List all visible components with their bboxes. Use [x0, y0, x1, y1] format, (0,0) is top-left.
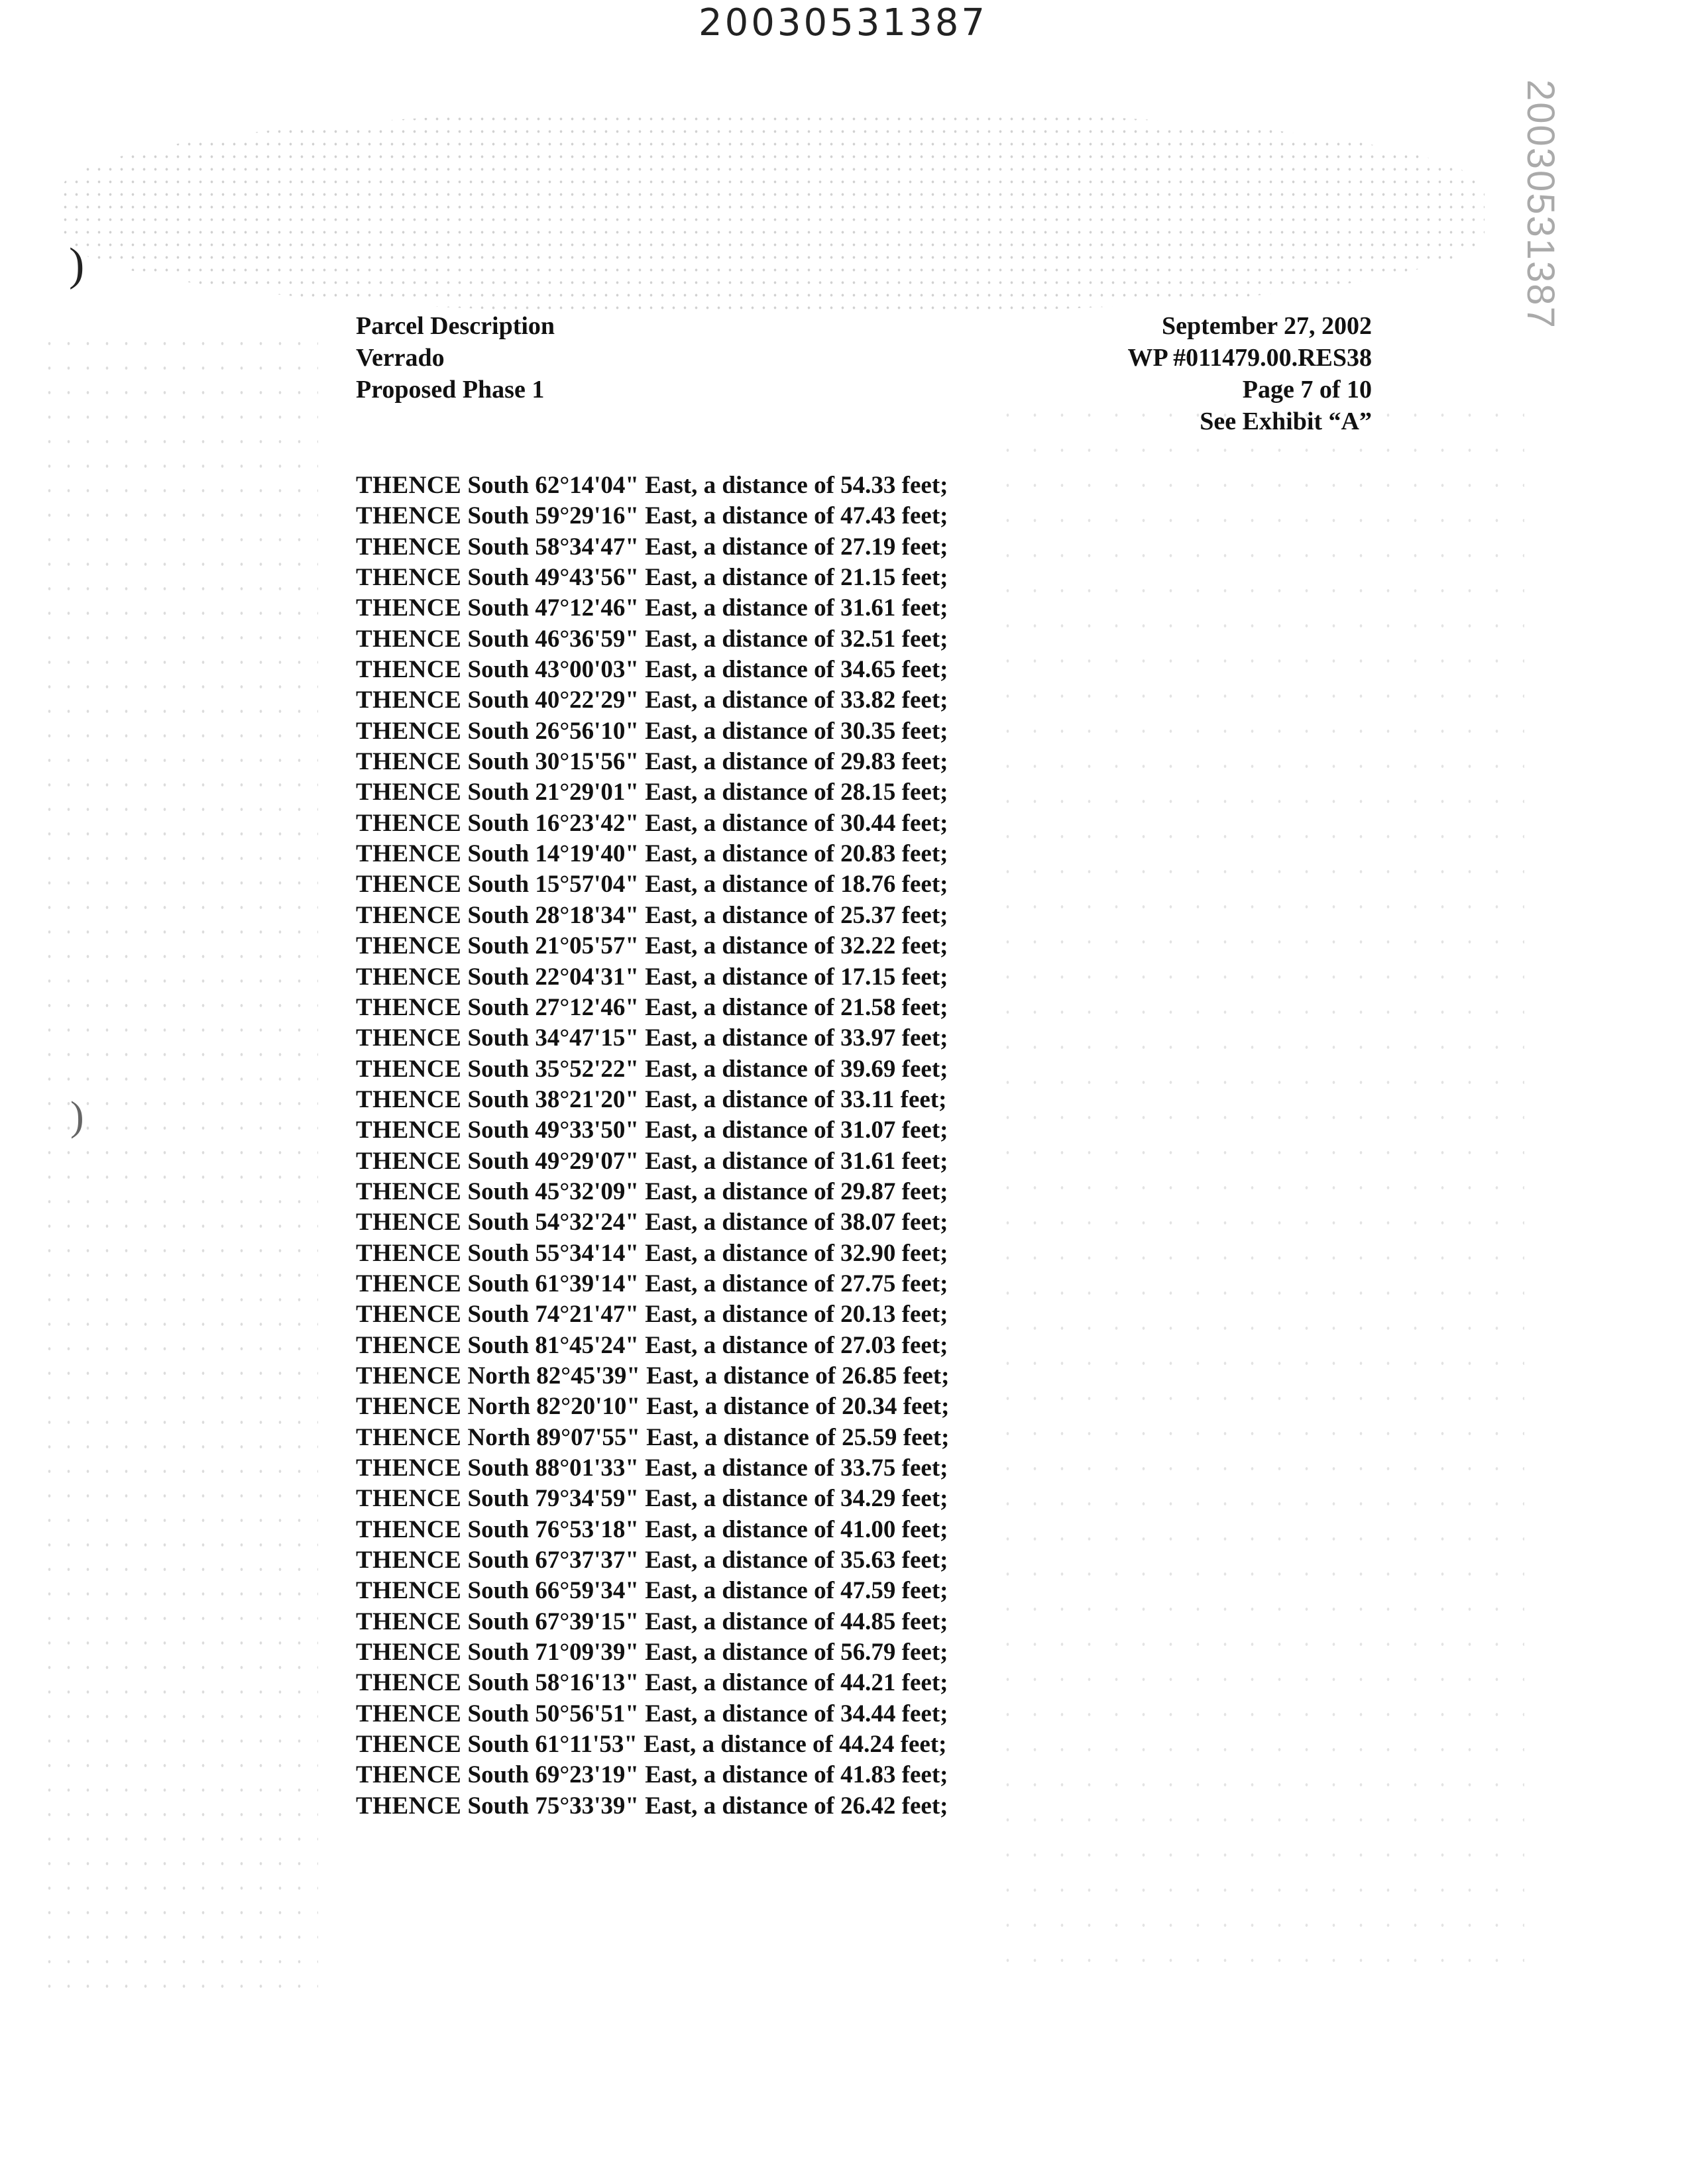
course-keyword: THENCE: [356, 594, 462, 622]
project-name: Verrado: [356, 344, 445, 372]
course-bearing-distance: South 14°19'40" East, a distance of 20.83 feet;: [467, 840, 948, 868]
course-bearing-distance: South 58°16'13" East, a distance of 44.21 feet;: [467, 1669, 948, 1697]
course-line: [356, 839, 1019, 869]
parcel-description-title: Parcel Description: [356, 312, 555, 340]
course-line: [356, 1085, 1019, 1115]
course-keyword: THENCE: [356, 1669, 462, 1697]
course-bearing-distance: South 62°14'04" East, a distance of 54.33 feet;: [467, 472, 948, 499]
course-bearing-distance: South 38°21'20" East, a distance of 33.11 feet;: [467, 1085, 947, 1113]
course-bearing-distance: South 26°56'10" East, a distance of 30.35 feet;: [467, 717, 948, 745]
course-line: [356, 808, 1019, 839]
course-keyword: THENCE: [356, 1055, 462, 1083]
course-keyword: THENCE: [356, 1547, 462, 1574]
course-keyword: THENCE: [356, 656, 462, 684]
course-bearing-distance: South 67°39'15" East, a distance of 44.85 feet;: [467, 1608, 948, 1635]
course-line: [356, 1177, 1019, 1207]
course-keyword: THENCE: [356, 840, 462, 868]
course-line: [356, 716, 1019, 747]
course-line: [356, 1668, 1019, 1698]
course-keyword: THENCE: [356, 809, 462, 837]
course-keyword: THENCE: [356, 625, 462, 653]
phase-name: Proposed Phase 1: [356, 376, 545, 404]
course-line: [356, 1115, 1019, 1146]
course-bearing-distance: South 61°11'53" East, a distance of 44.24 feet;: [467, 1731, 947, 1759]
course-line: [356, 1453, 1019, 1484]
course-bearing-distance: South 61°39'14" East, a distance of 27.75 feet;: [467, 1270, 948, 1297]
course-line: [356, 1054, 1019, 1085]
course-line: [356, 993, 1019, 1023]
course-line: [356, 1484, 1019, 1514]
course-line: [356, 1545, 1019, 1576]
course-bearing-distance: South 50°56'51" East, a distance of 34.44 feet;: [467, 1700, 948, 1727]
course-line: [356, 1760, 1019, 1790]
course-bearing-distance: South 45°32'09" East, a distance of 29.87 feet;: [467, 1177, 948, 1205]
document-number: 20030531387: [699, 1, 987, 44]
course-bearing-distance: South 81°45'24" East, a distance of 27.03 feet;: [467, 1331, 948, 1359]
course-line: [356, 1729, 1019, 1760]
course-line: [356, 685, 1019, 716]
course-bearing-distance: South 40°22'29" East, a distance of 33.82 feet;: [467, 686, 948, 714]
course-keyword: THENCE: [356, 564, 462, 592]
document-meta: [1128, 310, 1372, 437]
course-bearing-distance: South 88°01'33" East, a distance of 33.75 feet;: [467, 1454, 948, 1482]
courses-list: [356, 470, 1019, 1822]
course-keyword: THENCE: [356, 1239, 462, 1267]
course-line: [356, 1699, 1019, 1729]
course-line: [356, 962, 1019, 993]
page-number: Page 7 of 10: [1242, 376, 1372, 404]
course-keyword: THENCE: [356, 1485, 462, 1513]
course-keyword: THENCE: [356, 1393, 462, 1421]
course-keyword: THENCE: [356, 1731, 462, 1759]
course-line: [356, 1576, 1019, 1606]
course-keyword: THENCE: [356, 472, 462, 499]
course-bearing-distance: North 82°20'10" East, a distance of 20.34 feet;: [467, 1393, 950, 1421]
course-bearing-distance: South 74°21'47" East, a distance of 20.13 feet;: [467, 1301, 948, 1329]
scan-noise: [40, 331, 318, 1988]
course-keyword: THENCE: [356, 901, 462, 929]
margin-mark: ): [70, 1094, 84, 1139]
course-line: [356, 747, 1019, 777]
course-line: [356, 1791, 1019, 1822]
margin-mark: ): [69, 239, 85, 290]
course-bearing-distance: North 89°07'55" East, a distance of 25.59 feet;: [467, 1423, 950, 1451]
course-line: [356, 624, 1019, 655]
course-keyword: THENCE: [356, 1700, 462, 1727]
course-bearing-distance: South 21°29'01" East, a distance of 28.15 feet;: [467, 779, 948, 806]
course-keyword: THENCE: [356, 1761, 462, 1789]
course-keyword: THENCE: [356, 748, 462, 776]
course-keyword: THENCE: [356, 1209, 462, 1236]
course-line: [356, 532, 1019, 563]
course-keyword: THENCE: [356, 1177, 462, 1205]
course-keyword: THENCE: [356, 1085, 462, 1113]
course-line: [356, 901, 1019, 931]
course-keyword: THENCE: [356, 533, 462, 561]
course-line: [356, 1392, 1019, 1422]
course-keyword: THENCE: [356, 1423, 462, 1451]
course-keyword: THENCE: [356, 1362, 462, 1390]
course-keyword: THENCE: [356, 717, 462, 745]
course-keyword: THENCE: [356, 686, 462, 714]
course-bearing-distance: South 54°32'24" East, a distance of 38.07 feet;: [467, 1209, 948, 1236]
course-bearing-distance: South 49°29'07" East, a distance of 31.61 feet;: [467, 1147, 948, 1175]
course-line: [356, 1637, 1019, 1668]
course-keyword: THENCE: [356, 502, 462, 530]
course-line: [356, 593, 1019, 624]
course-line: [356, 1023, 1019, 1054]
parcel-header: [356, 310, 555, 406]
course-bearing-distance: South 21°05'57" East, a distance of 32.22 feet;: [467, 932, 948, 960]
course-bearing-distance: South 27°12'46" East, a distance of 21.58 feet;: [467, 993, 948, 1021]
course-line: [356, 1238, 1019, 1269]
course-bearing-distance: South 66°59'34" East, a distance of 47.59 feet;: [467, 1577, 948, 1605]
course-keyword: THENCE: [356, 1639, 462, 1666]
course-line: [356, 1607, 1019, 1637]
course-bearing-distance: South 28°18'34" East, a distance of 25.37 feet;: [467, 901, 948, 929]
course-keyword: THENCE: [356, 1024, 462, 1052]
course-bearing-distance: South 76°53'18" East, a distance of 41.00 feet;: [467, 1515, 948, 1543]
course-bearing-distance: South 30°15'56" East, a distance of 29.83 feet;: [467, 748, 948, 776]
wp-number: WP #011479.00.RES38: [1127, 344, 1372, 372]
course-bearing-distance: South 46°36'59" East, a distance of 32.51 feet;: [467, 625, 948, 653]
course-line: [356, 1299, 1019, 1330]
course-bearing-distance: South 15°57'04" East, a distance of 18.76 feet;: [467, 871, 948, 899]
course-bearing-distance: South 71°09'39" East, a distance of 56.79 feet;: [467, 1639, 948, 1666]
course-keyword: THENCE: [356, 1331, 462, 1359]
course-line: [356, 563, 1019, 593]
course-bearing-distance: South 34°47'15" East, a distance of 33.97 feet;: [467, 1024, 948, 1052]
course-bearing-distance: South 49°33'50" East, a distance of 31.07 feet;: [467, 1117, 948, 1144]
course-bearing-distance: South 22°04'31" East, a distance of 17.15 feet;: [467, 963, 948, 991]
course-keyword: THENCE: [356, 1147, 462, 1175]
course-keyword: THENCE: [356, 1454, 462, 1482]
document-date: September 27, 2002: [1162, 312, 1372, 340]
course-keyword: THENCE: [356, 1515, 462, 1543]
course-bearing-distance: South 55°34'14" East, a distance of 32.90 feet;: [467, 1239, 948, 1267]
course-keyword: THENCE: [356, 1117, 462, 1144]
course-bearing-distance: South 35°52'22" East, a distance of 39.69 feet;: [467, 1055, 948, 1083]
course-bearing-distance: South 16°23'42" East, a distance of 30.44 feet;: [467, 809, 948, 837]
side-document-stamp: 20030531387: [1519, 80, 1562, 329]
course-bearing-distance: South 75°33'39" East, a distance of 26.42 feet;: [467, 1792, 948, 1820]
course-bearing-distance: South 58°34'47" East, a distance of 27.19 feet;: [467, 533, 948, 561]
course-line: [356, 1331, 1019, 1361]
course-line: [356, 777, 1019, 808]
course-keyword: THENCE: [356, 1792, 462, 1820]
course-bearing-distance: South 69°23'19" East, a distance of 41.83 feet;: [467, 1761, 948, 1789]
course-line: [356, 1146, 1019, 1177]
course-bearing-distance: North 82°45'39" East, a distance of 26.85 feet;: [467, 1362, 950, 1390]
course-line: [356, 470, 1019, 501]
course-keyword: THENCE: [356, 993, 462, 1021]
course-bearing-distance: South 43°00'03" East, a distance of 34.65 feet;: [467, 656, 948, 684]
course-bearing-distance: South 79°34'59" East, a distance of 34.29 feet;: [467, 1485, 948, 1513]
course-line: [356, 931, 1019, 961]
course-line: [356, 1361, 1019, 1392]
course-bearing-distance: South 59°29'16" East, a distance of 47.43 feet;: [467, 502, 948, 530]
course-keyword: THENCE: [356, 871, 462, 899]
course-line: [356, 501, 1019, 531]
exhibit-reference: See Exhibit “A”: [1200, 408, 1372, 435]
course-line: [356, 655, 1019, 685]
course-line: [356, 869, 1019, 900]
course-keyword: THENCE: [356, 1270, 462, 1297]
course-keyword: THENCE: [356, 1301, 462, 1329]
course-bearing-distance: South 67°37'37" East, a distance of 35.63 feet;: [467, 1547, 948, 1574]
course-keyword: THENCE: [356, 963, 462, 991]
scan-noise: [994, 398, 1524, 1988]
course-bearing-distance: South 49°43'56" East, a distance of 21.15 feet;: [467, 564, 948, 592]
scan-noise: [60, 113, 1485, 311]
course-bearing-distance: South 47°12'46" East, a distance of 31.61 feet;: [467, 594, 948, 622]
course-keyword: THENCE: [356, 932, 462, 960]
course-keyword: THENCE: [356, 779, 462, 806]
course-line: [356, 1207, 1019, 1238]
course-line: [356, 1515, 1019, 1545]
course-keyword: THENCE: [356, 1577, 462, 1605]
course-line: [356, 1269, 1019, 1299]
course-line: [356, 1423, 1019, 1453]
course-keyword: THENCE: [356, 1608, 462, 1635]
